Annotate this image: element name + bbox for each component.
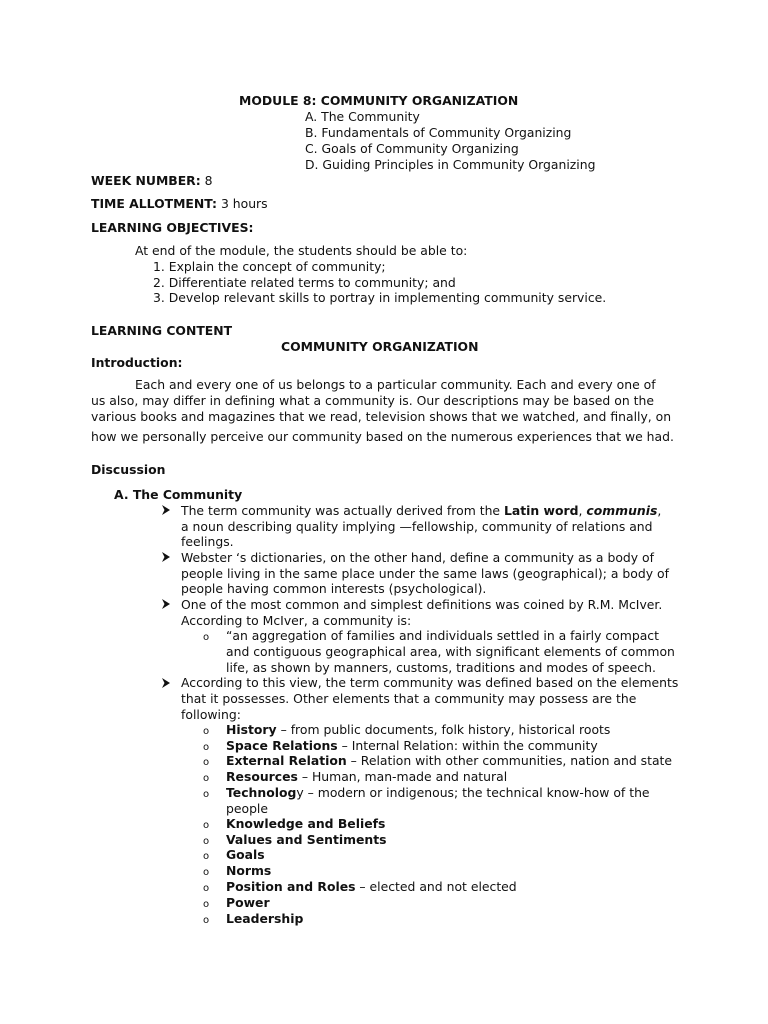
quote-line-1: “an aggregation of families and individuals settled in a fairly compact bbox=[226, 628, 659, 643]
quote-line-2: and contiguous geographical area, with significant elements of common bbox=[226, 644, 675, 659]
bullet-2-line-1: Webster ‘s dictionaries, on the other hand, define a community as a body of bbox=[181, 550, 654, 565]
element-leadership: Leadership bbox=[226, 911, 304, 926]
latin-post-text: , bbox=[657, 503, 662, 518]
circle-bullet: o bbox=[203, 820, 210, 831]
quote-line-3: life, as shown by manners, customs, traditions and modes of speech. bbox=[226, 660, 656, 675]
objective-item-2: 2. Differentiate related terms to community; and bbox=[153, 275, 456, 290]
element-space-relations bbox=[226, 738, 598, 754]
element-term: External Relation bbox=[226, 753, 347, 768]
time-allotment bbox=[91, 196, 268, 212]
module-topic-a: A. The Community bbox=[305, 109, 420, 124]
element-term: History bbox=[226, 722, 277, 737]
bullet-4-line-1: According to this view, the term community was defined based on the elements bbox=[181, 675, 679, 690]
discussion-heading: Discussion bbox=[91, 462, 166, 477]
intro-line-4: how we personally perceive our community based on the numerous experiences that we had. bbox=[91, 429, 674, 444]
circle-bullet: o bbox=[203, 726, 210, 737]
element-desc: – from public documents, folk history, historical roots bbox=[276, 722, 611, 737]
intro-line-3: various books and magazines that we read, television shows that we watched, and finally, on bbox=[91, 409, 672, 424]
week-label: WEEK NUMBER: bbox=[91, 173, 201, 188]
latin-word-bold: Latin word bbox=[503, 503, 579, 518]
element-desc: y – modern or indigenous; the technical know-how of the bbox=[296, 785, 650, 800]
element-resources bbox=[226, 769, 507, 785]
element-external-relation bbox=[226, 753, 672, 769]
bullet-4-line-2: that it possesses. Other elements that a community may possess are the bbox=[181, 691, 637, 706]
element-desc: – Relation with other communities, nation and state bbox=[346, 753, 673, 768]
bullet-2-line-3: people having common interests (psychological). bbox=[181, 581, 487, 596]
time-value: 3 hours bbox=[217, 196, 268, 211]
element-desc: – elected and not elected bbox=[355, 879, 517, 894]
intro-line-2: us also, may differ in defining what a community is. Our descriptions may be based on the bbox=[91, 393, 654, 408]
circle-bullet: o bbox=[203, 632, 210, 643]
element-desc: – Human, man-made and natural bbox=[297, 769, 508, 784]
element-term: Position and Roles bbox=[226, 879, 356, 894]
element-knowledge: Knowledge and Beliefs bbox=[226, 816, 386, 831]
circle-bullet: o bbox=[203, 915, 210, 926]
arrow-bullet-icon bbox=[160, 551, 172, 563]
circle-bullet: o bbox=[203, 742, 210, 753]
content-title: COMMUNITY ORGANIZATION bbox=[281, 339, 479, 354]
arrow-bullet-icon bbox=[160, 598, 172, 610]
module-topic-b: B. Fundamentals of Community Organizing bbox=[305, 125, 572, 140]
element-term: Space Relations bbox=[226, 738, 338, 753]
element-technology-cont: people bbox=[226, 801, 268, 816]
bullet-3-line-2: According to McIver, a community is: bbox=[181, 613, 412, 628]
bullet-1-line-2: a noun describing quality implying —fellowship, community of relations and bbox=[181, 519, 653, 534]
arrow-bullet-icon bbox=[160, 677, 172, 689]
element-desc: – Internal Relation: within the community bbox=[337, 738, 598, 753]
bullet-2-line-2: people living in the same place under the same laws (geographical); a body of bbox=[181, 566, 669, 581]
element-term: Technolog bbox=[226, 785, 297, 800]
circle-bullet: o bbox=[203, 757, 210, 768]
module-title: MODULE 8: COMMUNITY ORGANIZATION bbox=[239, 93, 519, 108]
element-goals: Goals bbox=[226, 847, 265, 862]
element-term: Resources bbox=[226, 769, 298, 784]
week-value: 8 bbox=[200, 173, 213, 188]
latin-pre-text: The term community was actually derived from the bbox=[181, 503, 504, 518]
objectives-heading: LEARNING OBJECTIVES: bbox=[91, 220, 254, 235]
element-norms: Norms bbox=[226, 863, 272, 878]
element-history bbox=[226, 722, 610, 738]
communis-italic: communis bbox=[586, 503, 658, 518]
learning-content-heading: LEARNING CONTENT bbox=[91, 323, 233, 338]
circle-bullet: o bbox=[203, 867, 210, 878]
introduction-heading: Introduction: bbox=[91, 355, 183, 370]
time-label: TIME ALLOTMENT: bbox=[91, 196, 217, 211]
bullet-1-line-1 bbox=[181, 503, 661, 519]
arrow-bullet-icon bbox=[160, 504, 172, 516]
circle-bullet: o bbox=[203, 883, 210, 894]
objectives-intro: At end of the module, the students should be able to: bbox=[135, 243, 468, 258]
section-a-heading: A. The Community bbox=[114, 487, 243, 502]
week-number bbox=[91, 173, 213, 189]
module-topic-d: D. Guiding Principles in Community Organizing bbox=[305, 157, 596, 172]
circle-bullet: o bbox=[203, 899, 210, 910]
latin-comma: , bbox=[578, 503, 587, 518]
element-power: Power bbox=[226, 895, 270, 910]
element-position bbox=[226, 879, 517, 895]
bullet-4-line-3: following: bbox=[181, 707, 241, 722]
circle-bullet: o bbox=[203, 851, 210, 862]
objective-item-1: 1. Explain the concept of community; bbox=[153, 259, 386, 274]
objective-item-3: 3. Develop relevant skills to portray in implementing community service. bbox=[153, 290, 607, 305]
intro-line-1: Each and every one of us belongs to a particular community. Each and every one of bbox=[135, 377, 656, 392]
element-values: Values and Sentiments bbox=[226, 832, 387, 847]
circle-bullet: o bbox=[203, 789, 210, 800]
bullet-3-line-1: One of the most common and simplest definitions was coined by R.M. McIver. bbox=[181, 597, 663, 612]
module-topic-c: C. Goals of Community Organizing bbox=[305, 141, 519, 156]
circle-bullet: o bbox=[203, 836, 210, 847]
circle-bullet: o bbox=[203, 773, 210, 784]
bullet-1-line-3: feelings. bbox=[181, 534, 234, 549]
element-technology bbox=[226, 785, 650, 801]
